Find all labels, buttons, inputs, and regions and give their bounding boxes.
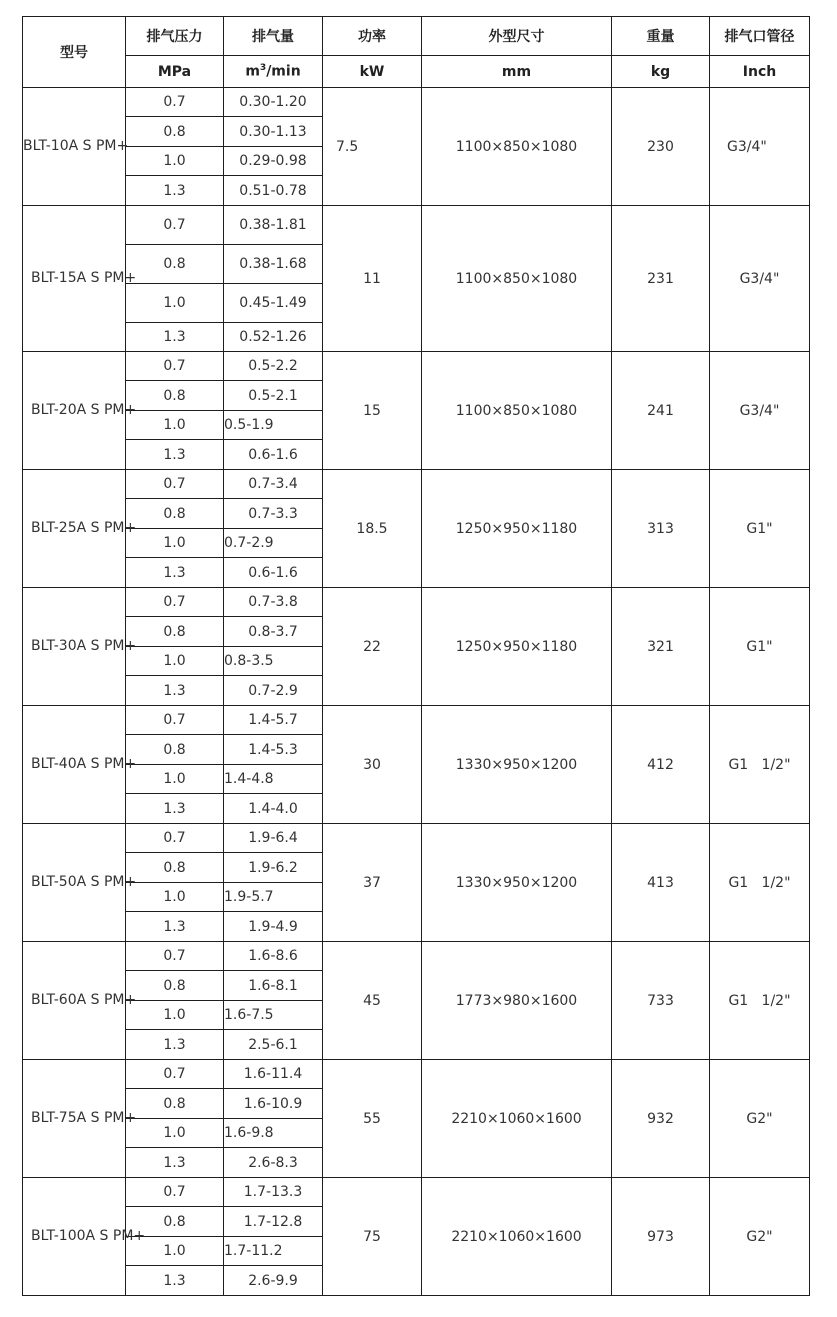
pressure-cell: 0.8 (126, 617, 224, 647)
pressure-cell: 0.8 (126, 1207, 224, 1237)
flow-cell: 1.4-4.0 (224, 794, 323, 824)
weight-cell: 241 (612, 352, 710, 470)
dimensions-cell: 1100×850×1080 (422, 206, 612, 352)
weight-cell: 733 (612, 942, 710, 1060)
pressure-cell: 1.3 (126, 440, 224, 470)
pressure-cell: 0.7 (126, 588, 224, 617)
flow-cell: 0.8-3.5 (224, 647, 323, 676)
flow-cell: 1.9-5.7 (224, 883, 323, 912)
flow-cell: 0.5-1.9 (224, 411, 323, 440)
flow-cell: 1.6-10.9 (224, 1089, 323, 1119)
model-cell: BLT-15A S PM+ (23, 206, 126, 352)
flow-cell: 1.4-5.7 (224, 706, 323, 735)
pressure-cell: 0.8 (126, 499, 224, 529)
flow-cell: 0.5-2.1 (224, 381, 323, 411)
pressure-cell: 1.3 (126, 323, 224, 352)
table-row (23, 942, 810, 971)
flow-cell: 0.8-3.7 (224, 617, 323, 647)
flow-cell: 0.7-3.4 (224, 470, 323, 499)
pressure-cell: 0.8 (126, 381, 224, 411)
pressure-cell: 0.7 (126, 706, 224, 735)
model-cell: BLT-60A S PM+ (23, 942, 126, 1060)
pressure-cell: 0.8 (126, 735, 224, 765)
flow-cell: 0.5-2.2 (224, 352, 323, 381)
pressure-cell: 1.3 (126, 176, 224, 206)
pressure-cell: 1.0 (126, 284, 224, 323)
flow-cell: 0.6-1.6 (224, 558, 323, 588)
unit-weight: kg (612, 56, 710, 88)
unit-flow-sup: 3 (259, 63, 267, 74)
unit-dimensions: mm (422, 56, 612, 88)
pressure-cell: 0.8 (126, 117, 224, 147)
power-cell: 75 (323, 1178, 422, 1296)
table-row (23, 706, 810, 735)
pressure-cell: 1.0 (126, 529, 224, 558)
pressure-cell: 0.7 (126, 88, 224, 117)
dimensions-cell: 2210×1060×1600 (422, 1178, 612, 1296)
pressure-cell: 1.3 (126, 1030, 224, 1060)
flow-cell: 2.5-6.1 (224, 1030, 323, 1060)
table-row (23, 1178, 810, 1207)
power-cell: 22 (323, 588, 422, 706)
weight-cell: 413 (612, 824, 710, 942)
port-cell: G2" (710, 1060, 810, 1178)
pressure-cell: 1.3 (126, 794, 224, 824)
header-flow: 排气量 (224, 17, 323, 56)
table-row (23, 206, 810, 245)
flow-cell: 1.4-5.3 (224, 735, 323, 765)
dimensions-cell: 2210×1060×1600 (422, 1060, 612, 1178)
header-power: 功率 (323, 17, 422, 56)
power-cell: 30 (323, 706, 422, 824)
table-row (23, 1060, 810, 1089)
port-cell: G1 1/2" (710, 942, 810, 1060)
pressure-cell: 1.3 (126, 912, 224, 942)
model-cell: BLT-50A S PM+ (23, 824, 126, 942)
unit-pressure: MPa (126, 56, 224, 88)
power-cell: 18.5 (323, 470, 422, 588)
flow-cell: 0.7-3.8 (224, 588, 323, 617)
model-cell: BLT-75A S PM+ (23, 1060, 126, 1178)
port-cell: G3/4" (710, 88, 810, 206)
flow-cell: 0.38-1.81 (224, 206, 323, 245)
unit-row (23, 56, 810, 88)
pressure-cell: 1.3 (126, 1266, 224, 1296)
pressure-cell: 0.7 (126, 942, 224, 971)
flow-cell: 1.6-8.1 (224, 971, 323, 1001)
table-body (23, 88, 810, 1296)
model-cell: BLT-40A S PM+ (23, 706, 126, 824)
weight-cell: 932 (612, 1060, 710, 1178)
dimensions-cell: 1100×850×1080 (422, 88, 612, 206)
flow-cell: 1.9-6.4 (224, 824, 323, 853)
model-cell: BLT-100A S PM+ (23, 1178, 126, 1296)
flow-cell: 0.52-1.26 (224, 323, 323, 352)
dimensions-cell: 1100×850×1080 (422, 352, 612, 470)
unit-flow (224, 56, 323, 88)
pressure-cell: 0.7 (126, 1060, 224, 1089)
pressure-cell: 1.0 (126, 883, 224, 912)
dimensions-cell: 1250×950×1180 (422, 470, 612, 588)
flow-cell: 0.30-1.20 (224, 88, 323, 117)
table-row (23, 470, 810, 499)
pressure-cell: 0.8 (126, 853, 224, 883)
flow-cell: 2.6-9.9 (224, 1266, 323, 1296)
flow-cell: 2.6-8.3 (224, 1148, 323, 1178)
flow-cell: 1.7-12.8 (224, 1207, 323, 1237)
pressure-cell: 0.8 (126, 245, 224, 284)
port-cell: G3/4" (710, 352, 810, 470)
power-cell: 55 (323, 1060, 422, 1178)
pressure-cell: 1.0 (126, 1119, 224, 1148)
header-row (23, 17, 810, 56)
unit-flow-suffix: /min (266, 63, 301, 80)
pressure-cell: 0.7 (126, 352, 224, 381)
flow-cell: 1.4-4.8 (224, 765, 323, 794)
flow-cell: 0.7-2.9 (224, 676, 323, 706)
weight-cell: 321 (612, 588, 710, 706)
port-cell: G1 1/2" (710, 706, 810, 824)
flow-cell: 0.7-3.3 (224, 499, 323, 529)
model-cell: BLT-30A S PM+ (23, 588, 126, 706)
pressure-cell: 0.8 (126, 1089, 224, 1119)
pressure-cell: 1.0 (126, 411, 224, 440)
flow-cell: 0.6-1.6 (224, 440, 323, 470)
power-cell: 45 (323, 942, 422, 1060)
port-cell: G1 1/2" (710, 824, 810, 942)
flow-cell: 1.9-4.9 (224, 912, 323, 942)
weight-cell: 973 (612, 1178, 710, 1296)
flow-cell: 0.38-1.68 (224, 245, 323, 284)
weight-cell: 412 (612, 706, 710, 824)
flow-cell: 0.51-0.78 (224, 176, 323, 206)
pressure-cell: 1.3 (126, 558, 224, 588)
pressure-cell: 0.7 (126, 206, 224, 245)
flow-cell: 0.7-2.9 (224, 529, 323, 558)
table-row (23, 352, 810, 381)
table-header (23, 17, 810, 88)
pressure-cell: 1.3 (126, 1148, 224, 1178)
header-model: 型号 (23, 17, 126, 88)
flow-cell: 0.45-1.49 (224, 284, 323, 323)
table-row (23, 88, 810, 117)
power-cell: 37 (323, 824, 422, 942)
table-row (23, 824, 810, 853)
pressure-cell: 1.0 (126, 647, 224, 676)
flow-cell: 1.6-11.4 (224, 1060, 323, 1089)
port-cell: G1" (710, 588, 810, 706)
dimensions-cell: 1330×950×1200 (422, 706, 612, 824)
unit-port: Inch (710, 56, 810, 88)
pressure-cell: 1.0 (126, 147, 224, 176)
pressure-cell: 1.0 (126, 1001, 224, 1030)
flow-cell: 1.6-8.6 (224, 942, 323, 971)
pressure-cell: 0.8 (126, 971, 224, 1001)
dimensions-cell: 1330×950×1200 (422, 824, 612, 942)
pressure-cell: 0.7 (126, 470, 224, 499)
pressure-cell: 0.7 (126, 1178, 224, 1207)
header-dimensions: 外型尺寸 (422, 17, 612, 56)
spec-table (22, 16, 810, 1296)
flow-cell: 0.29-0.98 (224, 147, 323, 176)
port-cell: G3/4" (710, 206, 810, 352)
flow-cell: 1.6-9.8 (224, 1119, 323, 1148)
unit-flow-prefix: m (245, 63, 260, 80)
flow-cell: 1.9-6.2 (224, 853, 323, 883)
header-weight: 重量 (612, 17, 710, 56)
weight-cell: 230 (612, 88, 710, 206)
flow-cell: 0.30-1.13 (224, 117, 323, 147)
pressure-cell: 1.0 (126, 1237, 224, 1266)
model-cell: BLT-10A S PM+ (23, 88, 126, 206)
weight-cell: 231 (612, 206, 710, 352)
port-cell: G2" (710, 1178, 810, 1296)
pressure-cell: 0.7 (126, 824, 224, 853)
port-cell: G1" (710, 470, 810, 588)
header-port: 排气口管径 (710, 17, 810, 56)
dimensions-cell: 1773×980×1600 (422, 942, 612, 1060)
pressure-cell: 1.0 (126, 765, 224, 794)
flow-cell: 1.7-13.3 (224, 1178, 323, 1207)
flow-cell: 1.7-11.2 (224, 1237, 323, 1266)
weight-cell: 313 (612, 470, 710, 588)
model-cell: BLT-20A S PM+ (23, 352, 126, 470)
flow-cell: 1.6-7.5 (224, 1001, 323, 1030)
pressure-cell: 1.3 (126, 676, 224, 706)
power-cell: 11 (323, 206, 422, 352)
unit-power: kW (323, 56, 422, 88)
table-row (23, 588, 810, 617)
model-cell: BLT-25A S PM+ (23, 470, 126, 588)
power-cell: 15 (323, 352, 422, 470)
power-cell: 7.5 (323, 88, 422, 206)
dimensions-cell: 1250×950×1180 (422, 588, 612, 706)
header-pressure: 排气压力 (126, 17, 224, 56)
